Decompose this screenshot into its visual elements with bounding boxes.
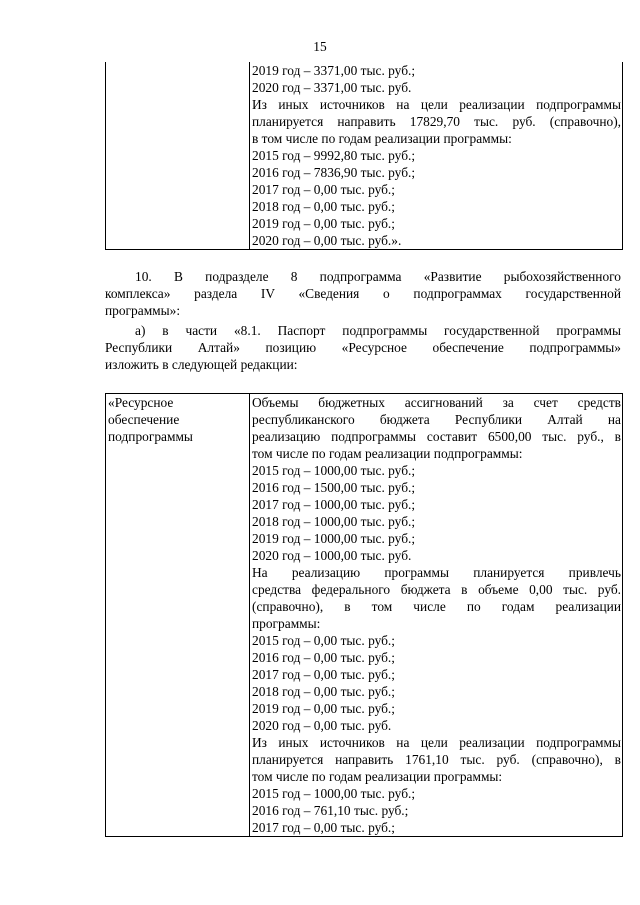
label-line: «Ресурсное	[108, 395, 174, 410]
content-line: 2019 год – 0,00 тыс. руб.;	[252, 701, 395, 716]
resource-table-continuation	[105, 62, 623, 250]
content-line: На реализацию программы планируется привлечь	[252, 565, 621, 580]
page-number: 15	[313, 39, 327, 54]
content-line: 2015 год – 1000,00 тыс. руб.;	[252, 786, 416, 801]
table-row	[106, 62, 623, 250]
content-line: 2015 год – 9992,80 тыс. руб.;	[252, 148, 416, 163]
content-line: 2018 год – 1000,00 тыс. руб.;	[252, 514, 416, 529]
table-cell-content	[250, 394, 623, 837]
content-line: 2016 год – 7836,90 тыс. руб.;	[252, 165, 416, 180]
paragraph-line: а) в части «8.1. Паспорт подпрограммы государственной программы	[135, 323, 621, 338]
content-line: 2015 год – 1000,00 тыс. руб.;	[252, 463, 416, 478]
content-line: средства федерального бюджета в объеме 0,00 тыс. руб.	[252, 582, 621, 597]
content-line: планируется направить 17829,70 тыс. руб. (справочно),	[252, 114, 621, 129]
content-line: Объемы бюджетных ассигнований за счет средств	[252, 395, 621, 410]
content-line: 2020 год – 0,00 тыс. руб.».	[252, 233, 402, 248]
content-line: программы:	[252, 616, 321, 631]
content-line: 2016 год – 761,10 тыс. руб.;	[252, 803, 409, 818]
table-cell-content	[250, 62, 623, 250]
content-line: 2017 год – 1000,00 тыс. руб.;	[252, 497, 416, 512]
paragraph-line: изложить в следующей редакции:	[105, 357, 298, 372]
content-line: Из иных источников на цели реализации подпрограммы	[252, 97, 621, 112]
content-line: 2017 год – 0,00 тыс. руб.;	[252, 667, 395, 682]
content-line: 2019 год – 1000,00 тыс. руб.;	[252, 531, 416, 546]
paragraph-item-10	[105, 268, 621, 319]
content-line: 2015 год – 0,00 тыс. руб.;	[252, 633, 395, 648]
content-line: 2019 год – 0,00 тыс. руб.;	[252, 216, 395, 231]
content-line: в том числе по годам реализации программы:	[252, 131, 512, 146]
content-line: Из иных источников на цели реализации подпрограммы	[252, 735, 621, 750]
content-line: 2016 год – 1500,00 тыс. руб.;	[252, 480, 416, 495]
label-line: обеспечение	[108, 412, 180, 427]
content-line: 2017 год – 0,00 тыс. руб.;	[252, 820, 395, 835]
paragraph-line: комплекса» раздела IV «Сведения о подпрограммах государственной	[105, 286, 621, 301]
content-line: 2020 год – 3371,00 тыс. руб.	[252, 80, 412, 95]
table-cell-label	[106, 394, 250, 837]
content-line: республиканского бюджета Республики Алтай на	[252, 412, 621, 427]
label-line: подпрограммы	[108, 429, 193, 444]
paragraph-line: Республики Алтай» позицию «Ресурсное обеспечение подпрограммы»	[105, 340, 621, 355]
table-cell-label	[106, 62, 250, 250]
content-line: том числе по годам реализации подпрограммы:	[252, 446, 523, 461]
content-line: планируется направить 1761,10 тыс. руб. (справочно), в	[252, 752, 621, 767]
content-line: том числе по годам реализации программы:	[252, 769, 503, 784]
content-line: 2018 год – 0,00 тыс. руб.;	[252, 199, 395, 214]
content-line: 2016 год – 0,00 тыс. руб.;	[252, 650, 395, 665]
table-row	[106, 394, 623, 837]
content-line: 2019 год – 3371,00 тыс. руб.;	[252, 63, 416, 78]
content-line: 2018 год – 0,00 тыс. руб.;	[252, 684, 395, 699]
content-line: 2020 год – 0,00 тыс. руб.	[252, 718, 392, 733]
content-line: 2017 год – 0,00 тыс. руб.;	[252, 182, 395, 197]
paragraph-item-a	[105, 322, 621, 373]
resource-table-new-edition	[105, 393, 623, 837]
paragraph-line: 10. В подразделе 8 подпрограмма «Развитие рыбохозяйственного	[135, 269, 621, 284]
content-line: реализацию подпрограммы составит 6500,00 тыс. руб., в	[252, 429, 621, 444]
content-line: 2020 год – 1000,00 тыс. руб.	[252, 548, 412, 563]
paragraph-line: программы»:	[105, 303, 181, 318]
content-line: (справочно), в том числе по годам реализации	[252, 599, 621, 614]
